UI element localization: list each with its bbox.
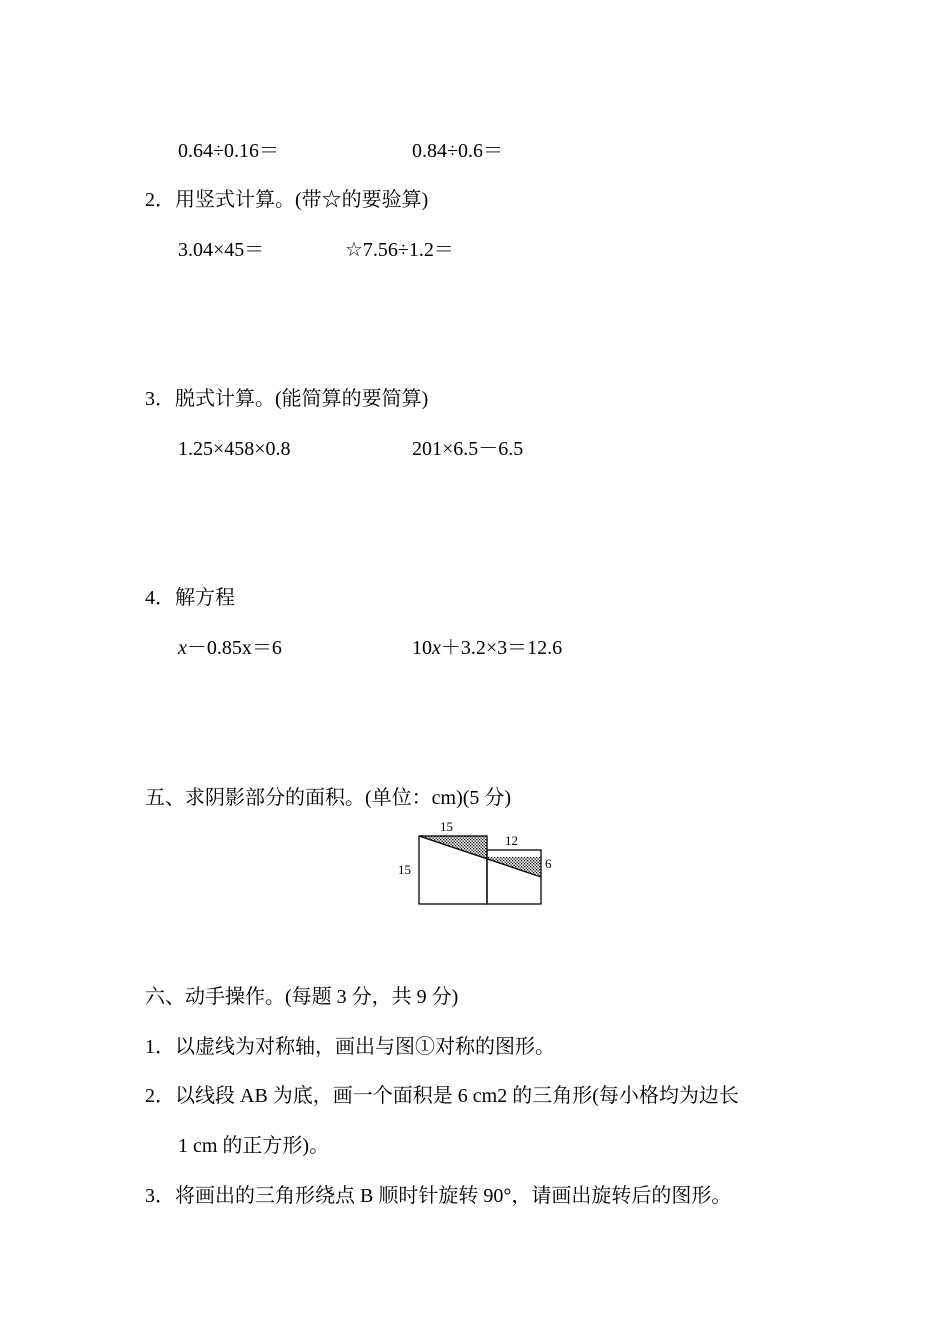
q2-heading bbox=[145, 188, 428, 212]
section6-title: 六、动手操作。(每题 3 分，共 9 分) bbox=[145, 986, 459, 1008]
q4-eq2-rest: ＋3.2×3＝12.6 bbox=[440, 637, 563, 659]
q3-heading bbox=[145, 387, 428, 411]
q2-expr2: ☆7.56÷1.2＝ bbox=[345, 239, 454, 261]
item-number: 3． bbox=[145, 1185, 175, 1207]
item-text: 将画出的三角形绕点 B 顺时针旋转 90°，请画出旋转后的图形。 bbox=[175, 1185, 732, 1207]
label-left: 15 bbox=[398, 862, 411, 877]
q3-expr2: 201×6.5－6.5 bbox=[412, 438, 524, 460]
item-number: 1． bbox=[145, 1036, 175, 1058]
q2-expr1: 3.04×45＝ bbox=[178, 239, 265, 261]
variable-x: x bbox=[178, 637, 187, 659]
section6-item-1 bbox=[145, 1035, 555, 1059]
q2-number: 2． bbox=[145, 189, 175, 211]
label-top-right: 12 bbox=[505, 833, 518, 848]
q3-title: 脱式计算。(能简算的要简算) bbox=[175, 388, 429, 410]
item-text: 以虚线为对称轴，画出与图①对称的图形。 bbox=[175, 1036, 555, 1058]
section6-item-3 bbox=[145, 1184, 731, 1208]
q4-eq1-rest: －0.85x＝6 bbox=[186, 637, 282, 659]
section5-title: 五、求阴影部分的面积。(单位：cm)(5 分) bbox=[145, 787, 512, 809]
q4-heading bbox=[145, 586, 235, 610]
expr-0.64-div-0.16: 0.64÷0.16＝ bbox=[178, 140, 279, 162]
expr-0.84-div-0.6: 0.84÷0.6＝ bbox=[412, 140, 503, 162]
label-right: 6 bbox=[545, 856, 552, 871]
q4-equation2 bbox=[412, 636, 562, 660]
variable-x: x bbox=[432, 637, 441, 659]
q4-title: 解方程 bbox=[175, 587, 235, 609]
label-top-left: 15 bbox=[440, 819, 453, 834]
q4-number: 4． bbox=[145, 587, 175, 609]
q4-eq2-pre: 10 bbox=[412, 637, 432, 659]
q4-equation1 bbox=[178, 636, 282, 660]
q3-number: 3． bbox=[145, 388, 175, 410]
section6-item-2-continuation: 1 cm 的正方形)。 bbox=[178, 1135, 330, 1157]
section6-item-2 bbox=[145, 1084, 739, 1108]
item-text: 以线段 AB 为底，画一个面积是 6 cm2 的三角形(每小格均为边长 bbox=[175, 1085, 739, 1107]
shaded-area-figure bbox=[395, 818, 560, 910]
item-number: 2． bbox=[145, 1085, 175, 1107]
q3-expr1: 1.25×458×0.8 bbox=[178, 438, 291, 460]
q2-title: 用竖式计算。(带☆的要验算) bbox=[175, 189, 429, 211]
